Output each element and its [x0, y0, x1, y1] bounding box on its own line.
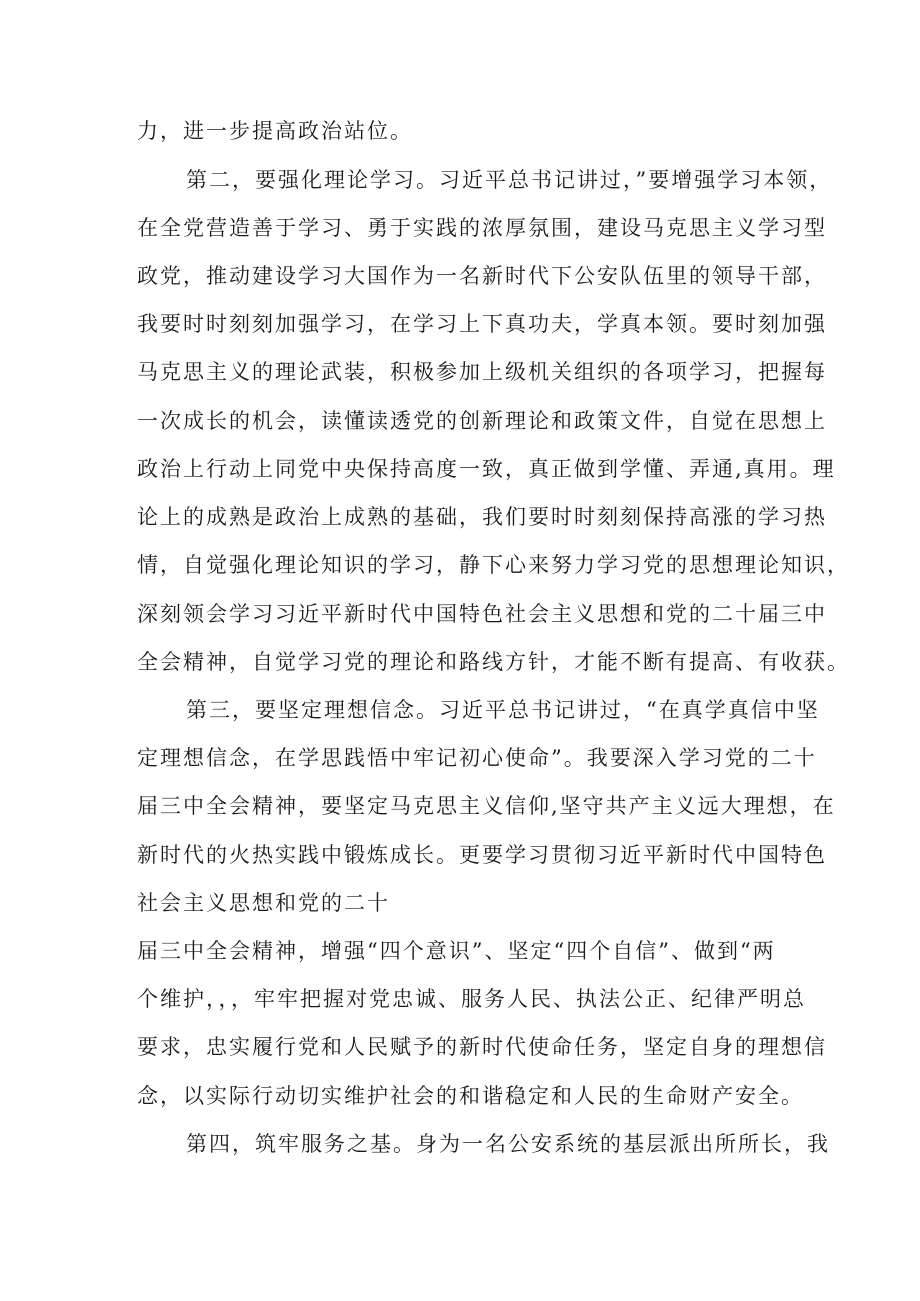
text-line: 情，自觉强化理论知识的学习，静下心来努力学习党的思想理论知识，: [137, 553, 850, 577]
text-line: 力，进一步提高政治站位。: [137, 119, 413, 143]
text-line: 全会精神，自觉学习党的理论和路线方针，才能不断有提高、有收获。: [137, 650, 850, 674]
text-line: 定理想信念，在学思践悟中牢记初心使命”。我要深入学习党的二十: [137, 746, 817, 770]
text-line: 我要时时刻刻加强学习，在学习上下真功夫，学真本领。要时刻加强: [137, 312, 827, 336]
text-line: 个维护，，，牢牢把握对党忠诚、服务人民、执法公正、纪律严明总: [137, 987, 806, 1011]
text-line: 届三中全会精神，要坚定马克思主义信仰,坚守共产主义远大理想，在: [137, 794, 836, 818]
paragraph-start-line: 第四，筑牢服务之基。身为一名公安系统的基层派出所所长，我: [186, 1132, 830, 1156]
text-line: 念，以实际行动切实维护社会的和谐稳定和人民的生命财产安全。: [137, 1084, 804, 1108]
text-line: 在全党营造善于学习、勇于实践的浓厚氛围，建设马克思主义学习型: [137, 216, 827, 240]
text-line: 马克思主义的理论武装，积极参加上级机关组织的各项学习，把握每: [137, 360, 827, 384]
text-line: 要求，忠实履行党和人民赋予的新时代使命任务，坚定自身的理想信: [137, 1035, 827, 1059]
text-line: 社会主义思想和党的二十: [137, 891, 390, 915]
text-line: 政治上行动上同党中央保持高度一致，真正做到学懂、弄通,真用。理: [137, 457, 836, 481]
text-line: 届三中全会精神，增强“四个意识”、坚定“四个自信”、做到“两: [137, 939, 776, 963]
text-line: 一次成长的机会，读懂读透党的创新理论和政策文件，自觉在思想上: [137, 409, 827, 433]
text-line: 论上的成熟是政治上成熟的基础，我们要时时刻刻保持高涨的学习热: [137, 505, 827, 529]
text-line: 新时代的火热实践中锻炼成长。更要学习贯彻习近平新时代中国特色: [137, 843, 827, 867]
text-line: 政党，推动建设学习大国作为一名新时代下公安队伍里的领导干部，: [137, 264, 827, 288]
paragraph-start-line: 第二，要强化理论学习。习近平总书记讲过，”要增强学习本领，: [186, 168, 833, 192]
text-line: 深刻领会学习习近平新时代中国特色社会主义思想和党的二十届三中: [137, 602, 827, 626]
paragraph-start-line: 第三，要坚定理想信念。习近平总书记讲过，“在真学真信中坚: [186, 698, 820, 722]
